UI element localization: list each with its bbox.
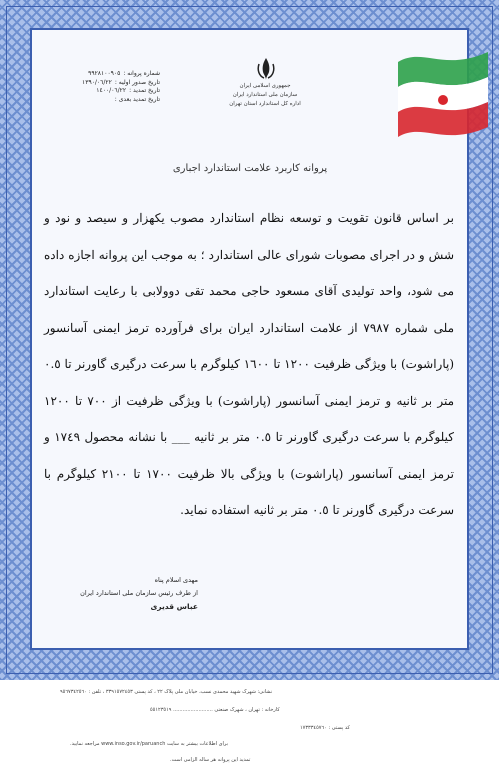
signer-name: عباس قدیری [150, 602, 198, 611]
gov-line: جمهوری اسلامی ایران [239, 83, 291, 89]
footer-line: برای اطلاعات بیشتر به سایت www.inso.gov.ir/paruanch مراجعه نمایید. [70, 741, 229, 747]
iran-emblem-icon [255, 56, 277, 82]
meta-label: تاریخ تمدید بعدی : [114, 95, 160, 103]
footer-line: نشانی: شهرک شهید محمدی نسب، خیابان ملی پلاک ٢٢ ، کد پستی ٣٣٩١٥٧٢٤٥٣ ، تلفن : ٩٥٦٧٣٤٢٥٦٠ [60, 689, 273, 695]
gov-line: سازمان ملی استاندارد ایران [232, 92, 298, 98]
license-meta [80, 70, 160, 104]
meta-label: تاریخ تمدید : [129, 87, 160, 94]
certificate-body [44, 200, 454, 529]
gov-line: اداره کل استاندارد استان تهران [229, 101, 301, 107]
certificate-title: پروانه کاربرد علامت استاندارد اجباری [172, 163, 328, 174]
signature-block [78, 574, 198, 613]
meta-row [80, 96, 160, 105]
meta-row [80, 87, 160, 96]
body-text: بر اساس قانون تقویت و توسعه نظام استاندارد مصوب یکهزار و سیصد و نود و شش و در اجرای مصوبات شورای عالی استاندارد ؛ به موجب این پروانه اجازه داده می شود، واحد تولیدی آقای مسعود حاجی محمد تقی دوولابی با رعایت استاندارد ملی شماره ٧٩٨٧ از علامت استاندارد ایران برای فرآورده ترمز ایمنی آسانسور (پاراشوت) با ویژگی ظرفیت ١٢٠٠ تا ١٦٠٠ کیلوگرم با سرعت درگیری گاورنر تا ٠.٥ متر بر ثانیه و ترمز ایمنی آسانسور (پاراشوت) با ویژگی ظرفیت از ٧٠٠ تا ١٢٠٠ کیلوگرم با سرعت درگیری گاورنر تا ٠.٥ متر بر ثانیه ___ با نشانه محصول ١٧٤٩ و ترمز ایمنی آسانسور (پاراشوت) با ویژگی بالا ظرفیت ١٧٠٠ تا ٢١٠٠ کیلوگرم با سرعت درگیری گاورنر تا ٠.٥ متر بر ثانیه استفاده نماید. [44, 211, 455, 517]
meta-row [80, 70, 160, 79]
meta-row [80, 79, 160, 88]
signatory-name: مهدی اسلام پناه [154, 576, 198, 584]
footer [0, 688, 499, 770]
footer-line: تمدید این پروانه هر ساله الزامی است. [170, 757, 251, 763]
meta-label: تاریخ صدور اولیه : [114, 78, 160, 86]
footer-line: کارخانه : تهران ، شهرک صنعتی ......................... ٥٥١٢٣٥١٩ [150, 707, 280, 713]
meta-value: ٩٩٢٨١٠٠٩٠٥ [88, 70, 121, 77]
iran-flag-decoration [398, 22, 488, 142]
signatory-role: از طرف رئیس سازمان ملی استاندارد ایران [80, 589, 198, 597]
footer-line: کد پستی : ١٧٣٣٣٤٥٧٦٠ [300, 725, 350, 731]
meta-value: ١٤٠٠/٠٦/٢٢ [96, 87, 127, 94]
meta-value: ١٣٩٠/٠٦/٢٢ [82, 78, 112, 86]
meta-label: شماره پروانه : [123, 70, 160, 77]
government-header [200, 82, 330, 109]
